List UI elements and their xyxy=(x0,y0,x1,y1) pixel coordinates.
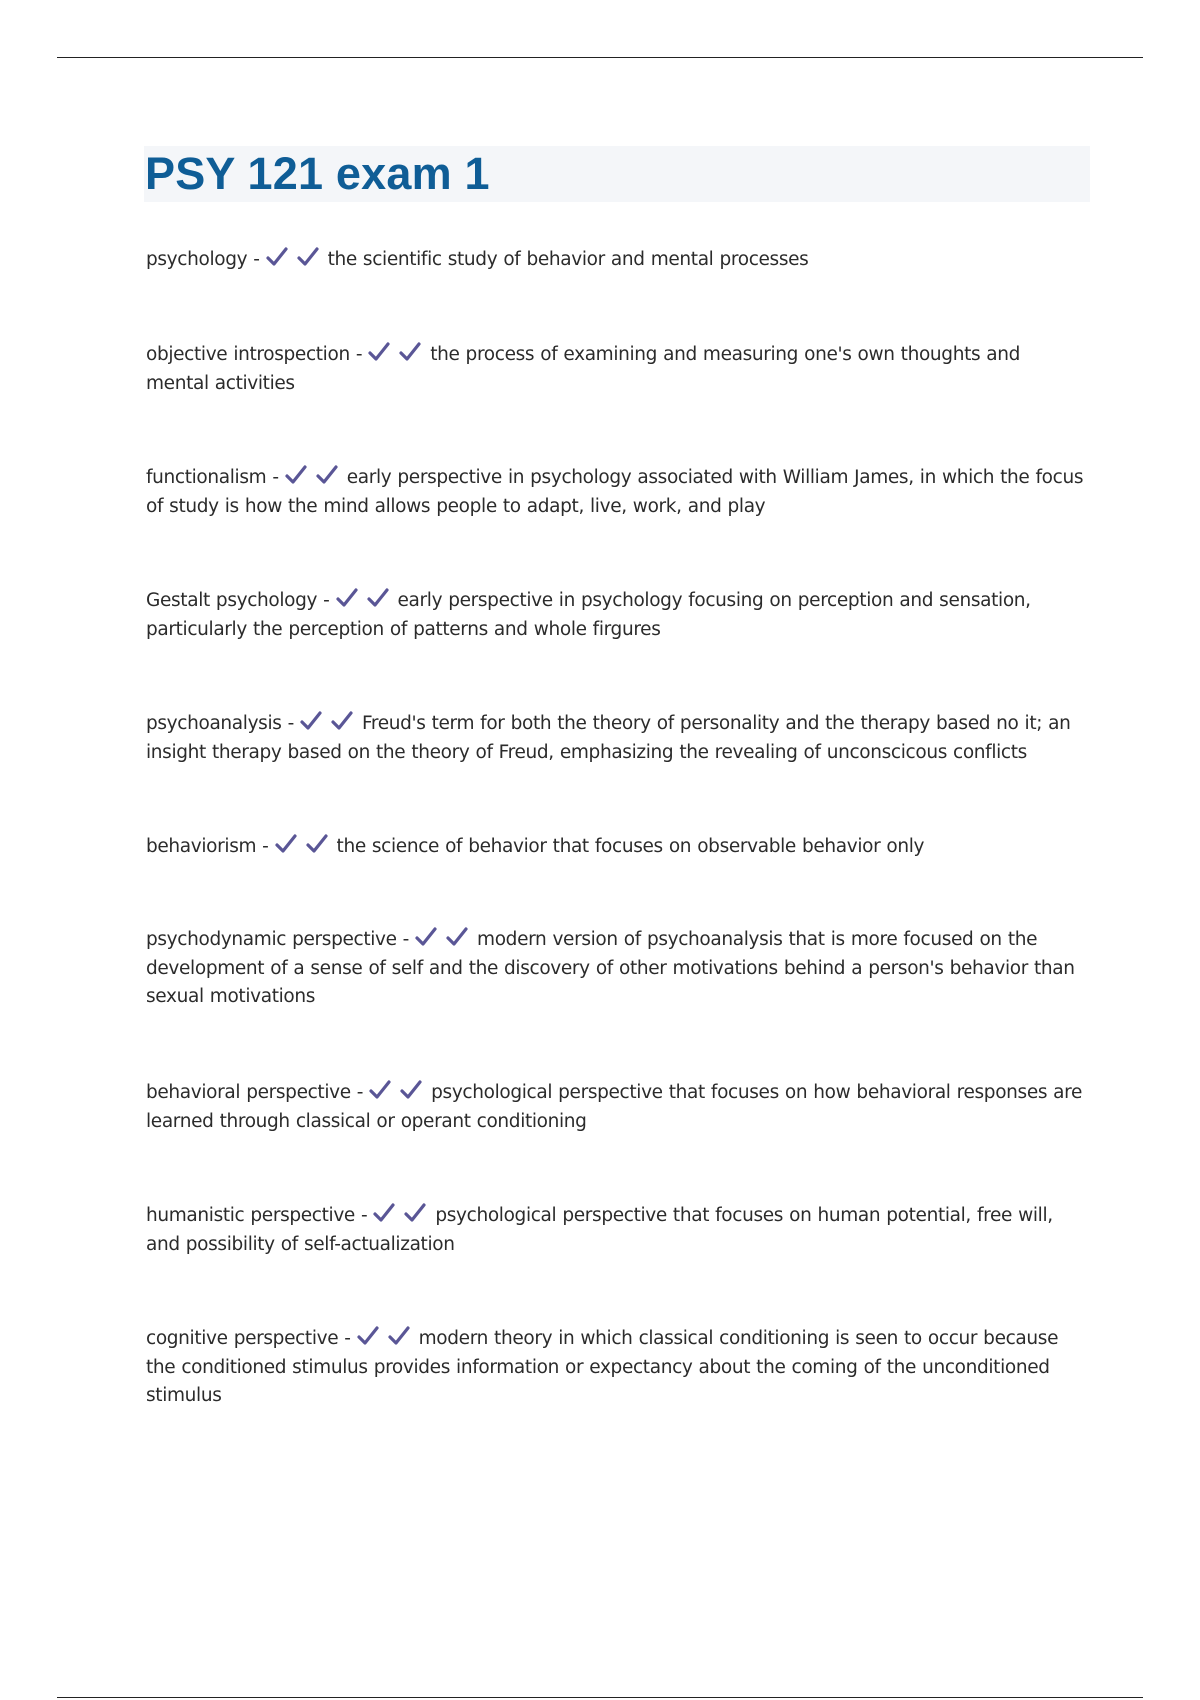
check-icon xyxy=(357,1325,379,1347)
entry-term: Gestalt psychology xyxy=(146,590,318,611)
entry-separator: - xyxy=(354,1205,374,1226)
check-icon xyxy=(388,1325,410,1347)
check-icon xyxy=(404,1202,426,1224)
list-item xyxy=(146,246,1086,275)
entry-separator: - xyxy=(396,929,416,950)
entry-separator: - xyxy=(349,344,369,365)
check-icon xyxy=(266,246,288,268)
entry-term: psychoanalysis xyxy=(146,713,282,734)
entry-term: cognitive perspective xyxy=(146,1328,339,1349)
entry-term: behaviorism xyxy=(146,836,257,857)
entry-separator: - xyxy=(256,836,275,857)
check-icon xyxy=(331,710,353,732)
entry-definition: modern theory in which classical conditioning is seen to occur because the conditioned stimulus provides information or expectancy about the coming of the unconditioned stimulus xyxy=(146,1328,1059,1406)
entry-term: functionalism xyxy=(146,467,267,488)
check-icon xyxy=(446,926,468,948)
entry-definition: Freud's term for both the theory of personality and the therapy based no it; an insight therapy based on the theory of Freud, emphasizing the revealing of unconscicous conflicts xyxy=(146,713,1071,763)
list-item xyxy=(146,833,1086,862)
page-title: PSY 121 exam 1 xyxy=(145,148,490,199)
check-icon xyxy=(373,1202,395,1224)
check-icon xyxy=(415,926,437,948)
entry-term: psychology xyxy=(146,249,248,270)
entry-separator: - xyxy=(281,713,300,734)
entry-definition: the scientific study of behavior and mental processes xyxy=(327,249,809,270)
entry-definition: the process of examining and measuring one's own thoughts and mental activities xyxy=(146,344,1021,394)
entry-definition: early perspective in psychology associated with William James, in which the focus of study is how the mind allows people to adapt, live, work, and play xyxy=(146,467,1084,517)
entry-definition: early perspective in psychology focusing on perception and sensation, particularly the perception of patterns and whole firgures xyxy=(146,590,1031,640)
entry-definition: the science of behavior that focuses on observable behavior only xyxy=(336,836,925,857)
list-item xyxy=(146,926,1086,1012)
check-icon xyxy=(369,1079,391,1101)
check-icon xyxy=(367,587,389,609)
list-item xyxy=(146,1079,1086,1136)
entry-separator: - xyxy=(266,467,285,488)
check-icon xyxy=(275,833,297,855)
check-icon xyxy=(368,341,390,363)
entry-term: behavioral perspective xyxy=(146,1082,351,1103)
entry-separator: - xyxy=(247,249,266,270)
list-item xyxy=(146,1202,1086,1259)
bottom-rule xyxy=(57,1697,1143,1698)
check-icon xyxy=(316,464,338,486)
list-item xyxy=(146,710,1086,767)
entry-separator: - xyxy=(338,1328,357,1349)
list-item xyxy=(146,464,1086,521)
entry-term: humanistic perspective xyxy=(146,1205,355,1226)
entry-separator: - xyxy=(317,590,336,611)
top-rule xyxy=(57,57,1143,58)
check-icon xyxy=(400,1079,422,1101)
check-icon xyxy=(306,833,328,855)
entry-definition: psychological perspective that focuses on how behavioral responses are learned through classical or operant conditioning xyxy=(146,1082,1083,1132)
entry-definition: psychological perspective that focuses on human potential, free will, and possibility of self-actualization xyxy=(146,1205,1053,1255)
check-icon xyxy=(399,341,421,363)
entry-separator: - xyxy=(350,1082,370,1103)
check-icon xyxy=(285,464,307,486)
check-icon xyxy=(297,246,319,268)
check-icon xyxy=(336,587,358,609)
entry-term: objective introspection xyxy=(146,344,350,365)
entry-definition: modern version of psychoanalysis that is more focused on the development of a sense of self and the discovery of other motivations behind a person's behavior than sexual motivations xyxy=(146,929,1075,1007)
check-icon xyxy=(300,710,322,732)
list-item xyxy=(146,341,1086,398)
list-item xyxy=(146,1325,1086,1411)
list-item xyxy=(146,587,1086,644)
entry-term: psychodynamic perspective xyxy=(146,929,397,950)
